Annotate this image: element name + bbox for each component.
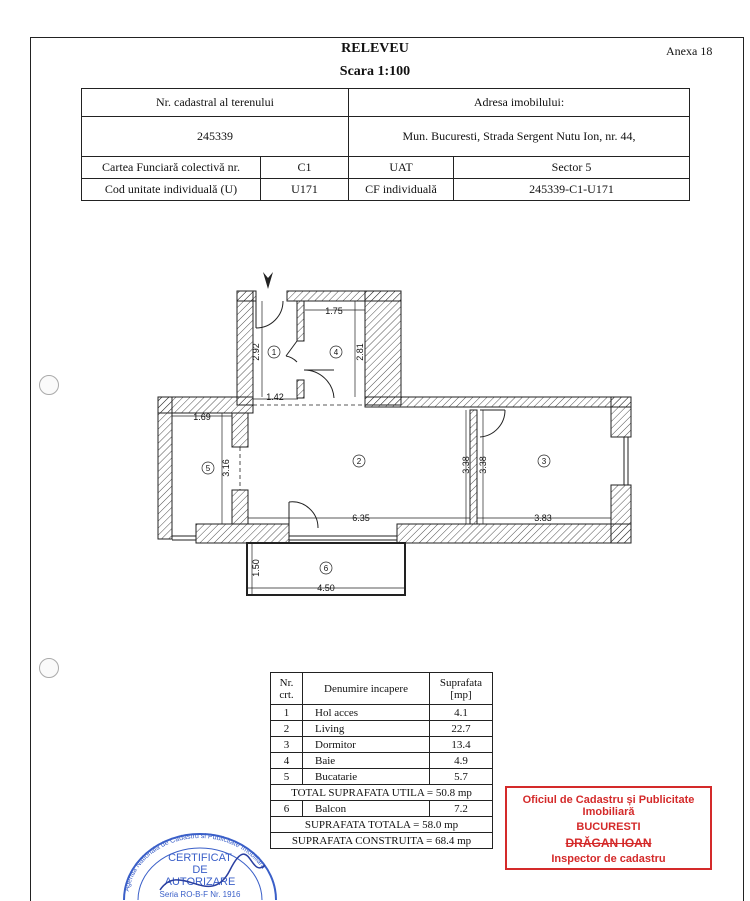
seal-line: AUTORIZARE [164, 876, 236, 888]
stamp-line: Oficiul de Cadastru și Publicitate Imobiliară [522, 794, 695, 818]
scale-label: Scara 1:100 [339, 64, 411, 79]
document-title: RELEVEU [341, 41, 409, 56]
adresa-value: Mun. Bucuresti, Strada Sergent Nutu Ion, nr. 44, [349, 117, 690, 157]
dim-label: 3.38 [478, 456, 488, 474]
room-number: 1 [271, 348, 277, 357]
table-row: 6 Balcon 7.2 [271, 801, 493, 817]
dim-label: 1.69 [193, 412, 211, 422]
nr-cadastral-value: 245339 [82, 117, 349, 157]
dim-label: 1.50 [251, 559, 261, 577]
table-row: 3 Dormitor 13.4 [271, 737, 493, 753]
wall [297, 380, 304, 398]
total-row: SUPRAFATA TOTALA = 58.0 mp [271, 817, 493, 833]
wall [397, 524, 631, 543]
seal-line: Seria RO-B-F Nr. 1916 [159, 890, 241, 899]
rooms-table [270, 672, 493, 849]
wall [365, 291, 401, 405]
annex-label: Anexa 18 [666, 44, 713, 58]
wall [158, 397, 172, 539]
wall [470, 410, 477, 524]
wall [232, 490, 248, 524]
stamp-line: DRĂGAN IOAN [565, 836, 652, 850]
dim-label: 2.92 [251, 343, 261, 361]
stamp-line: Inspector de cadastru [551, 853, 666, 865]
adresa-label: Adresa imobilului: [349, 89, 690, 117]
construita-row: SUPRAFATA CONSTRUITA = 68.4 mp [271, 833, 493, 849]
uat-label: UAT [349, 157, 454, 179]
col-header-name: Denumire incapere [303, 673, 430, 705]
dim-label: 3.38 [461, 456, 471, 474]
room-number: 5 [205, 464, 211, 473]
seal-arc-text: Agentia Nationala de Cadastru si Publicitate Imobiliara [123, 832, 267, 893]
wall [232, 413, 248, 447]
cf-individuala-value: 245339-C1-U171 [454, 179, 690, 201]
entrance-arrow-icon [263, 272, 273, 289]
col-header-nr: Nr. crt. [271, 673, 303, 705]
nr-cadastral-label: Nr. cadastral al terenului [82, 89, 349, 117]
authorization-seal [120, 820, 280, 900]
table-row: 5 Bucatarie 5.7 [271, 769, 493, 785]
room-number: 3 [541, 457, 547, 466]
dim-label: 3.83 [534, 513, 552, 523]
table-row: 4 Baie 4.9 [271, 753, 493, 769]
cf-individuala-label: CF individuală [349, 179, 454, 201]
dim-label: 1.75 [325, 306, 343, 316]
stamp-line: BUCURESTI [576, 821, 641, 833]
seal-line: DE [192, 864, 208, 876]
wall [196, 524, 289, 543]
seal-line: CERTIFICAT [168, 852, 232, 864]
wall [365, 397, 631, 407]
carte-funciara-label: Cartea Funciară colectivă nr. [82, 157, 261, 179]
dim-label: 3.16 [221, 459, 231, 477]
room-number: 4 [333, 348, 339, 357]
ocpi-stamp [505, 786, 712, 870]
table-row: 1 Hol acces 4.1 [271, 705, 493, 721]
col-header-area: Suprafata [mp] [430, 673, 493, 705]
wall [611, 397, 631, 437]
uat-value: Sector 5 [454, 157, 690, 179]
wall [237, 291, 256, 301]
dim-label: 1.42 [266, 392, 284, 402]
room-number: 6 [323, 564, 329, 573]
total-utila-row: TOTAL SUPRAFATA UTILA = 50.8 mp [271, 785, 493, 801]
dim-label: 2.81 [355, 343, 365, 361]
carte-funciara-value: C1 [261, 157, 349, 179]
wall [611, 485, 631, 543]
cod-unitate-label: Cod unitate individuală (U) [82, 179, 261, 201]
room-number: 2 [356, 457, 362, 466]
dim-label: 6.35 [352, 513, 370, 523]
wall [297, 301, 304, 341]
cod-unitate-value: U171 [261, 179, 349, 201]
table-row: 2 Living 22.7 [271, 721, 493, 737]
dim-label: 4.50 [317, 583, 335, 593]
